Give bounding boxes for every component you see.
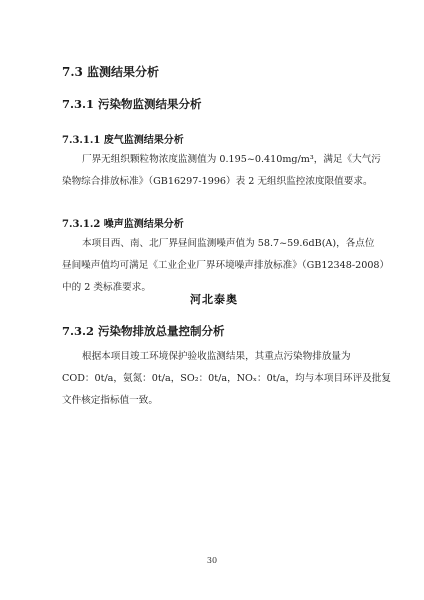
paragraph-exhaust-gas	[62, 149, 381, 193]
subsection-title-total-control: 7.3.2 污染物排放总量控制分析	[62, 324, 225, 338]
paragraph-line: COD：0t/a，氨氮：0t/a，SO₂：0t/a，NOₓ：0t/a，均与本项目环评及批复	[62, 373, 392, 384]
paragraph-noise	[62, 233, 389, 299]
page-number: 30	[206, 556, 218, 565]
section-title: 7.3 监测结果分析	[62, 65, 160, 79]
paragraph-line: 厂界无组织颗粒物浓度监测值为 0.195~0.410mg/m³，满足《大气污	[82, 154, 381, 165]
paragraph-line: 根据本项目竣工环境保护验收监测结果，其重点污染物排放量为	[82, 351, 351, 362]
paragraph-line: 昼间噪声值均可满足《工业企业厂界环境噪声排放标准》（GB12348-2008）	[62, 260, 390, 271]
heading-noise-analysis: 7.3.1.2 噪声监测结果分析	[62, 219, 184, 230]
heading-exhaust-gas-analysis: 7.3.1.1 废气监测结果分析	[62, 135, 184, 146]
company-stamp-text: 河北泰奥	[190, 293, 238, 306]
paragraph-line: 本项目西、南、北厂界昼间监测噪声值为 58.7~59.6dB(A)，各点位	[82, 238, 375, 249]
paragraph-line: 染物综合排放标准》（GB16297-1996）表 2 无组织监控浓度限值要求。	[62, 176, 373, 187]
paragraph-total-control	[62, 346, 391, 412]
subsection-title-pollutant-monitoring: 7.3.1 污染物监测结果分析	[62, 97, 202, 111]
paragraph-line: 中的 2 类标准要求。	[62, 282, 151, 293]
paragraph-line: 文件核定指标值一致。	[62, 395, 158, 406]
